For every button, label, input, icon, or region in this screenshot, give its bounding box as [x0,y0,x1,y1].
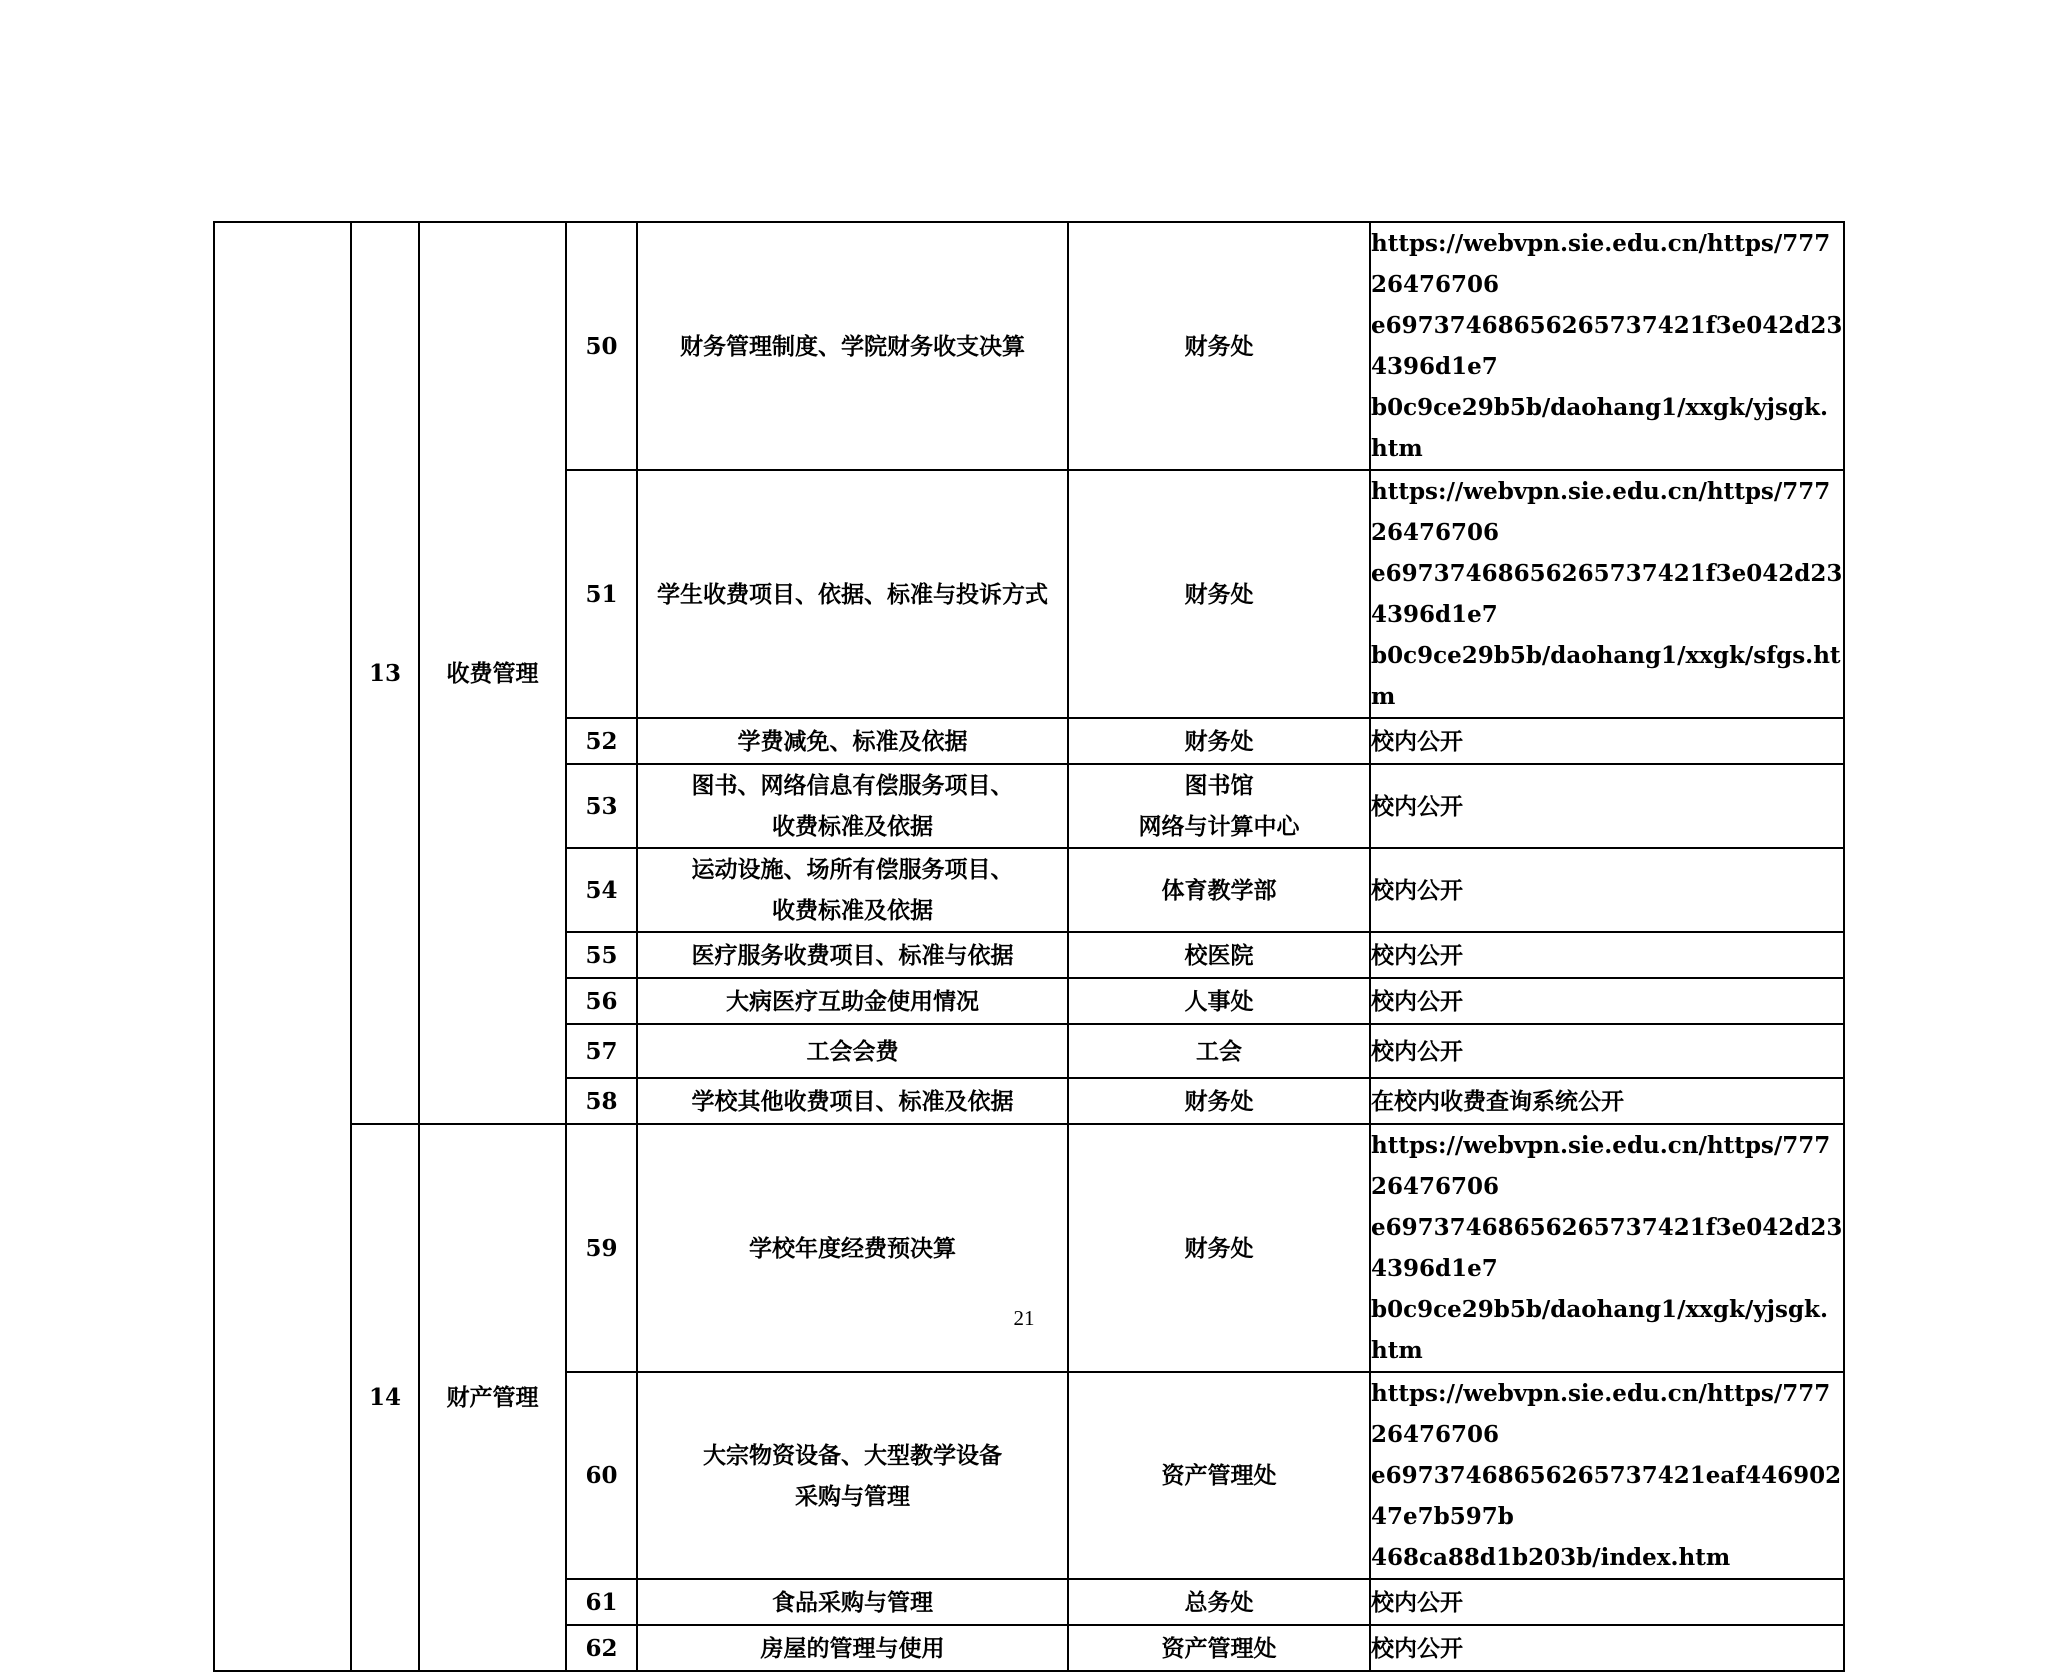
item-title-line: 财务管理制度、学院财务收支决算 [680,332,1025,360]
department-line: 财务处 [1184,727,1254,755]
item-title-line: 收费标准及依据 [772,897,933,924]
disclosure-method [1370,764,1844,848]
responsible-department [1068,1124,1370,1372]
disclosure-method [1370,718,1844,764]
item-title-line: 医疗服务收费项目、标准与依据 [691,941,1014,969]
item-number: 59 [566,1124,637,1372]
item-title [637,1124,1068,1372]
disclosure-method [1370,1078,1844,1124]
department-line: 财务处 [1184,332,1254,360]
item-title-line: 食品采购与管理 [772,1588,933,1616]
responsible-department [1068,1625,1370,1671]
responsible-department [1068,848,1370,932]
disclosure-method [1370,1625,1844,1671]
department-line: 资产管理处 [1161,1634,1277,1662]
url-line: b0c9ce29b5b/daohang1/xxgk/sfgs.htm [1371,642,1841,710]
item-title-line: 图书、网络信息有偿服务项目、 [691,772,1014,799]
responsible-department [1068,470,1370,718]
item-number: 61 [566,1579,637,1625]
group-index: 13 [351,222,419,1124]
responsible-department [1068,932,1370,978]
item-number: 52 [566,718,637,764]
method-line: 校内公开 [1371,1634,1463,1662]
item-title-line: 大宗物资设备、大型教学设备 [703,1441,1002,1469]
method-line: 校内公开 [1371,1037,1463,1065]
department-line: 网络与计算中心 [1138,813,1300,840]
url-line: https://webvpn.sie.edu.cn/https/77726476706 [1371,1380,1831,1448]
url-line: b0c9ce29b5b/daohang1/xxgk/yjsgk.htm [1371,394,1828,462]
item-title [637,932,1068,978]
group-category: 收费管理 [419,222,566,1124]
blank-column-cell [214,222,351,1671]
group-index: 14 [351,1124,419,1671]
table-row [214,1124,1844,1372]
page-number: 21 [1013,1306,1035,1330]
item-number: 55 [566,932,637,978]
method-line: 校内公开 [1371,792,1463,820]
item-title-line: 学校其他收费项目、标准及依据 [691,1087,1014,1115]
department-line: 财务处 [1184,1234,1254,1262]
item-title-line: 工会会费 [806,1037,899,1065]
department-line: 人事处 [1184,987,1254,1015]
department-line: 总务处 [1184,1588,1254,1616]
item-title [637,1625,1068,1671]
disclosure-method [1370,848,1844,932]
item-title-line: 运动设施、场所有偿服务项目、 [691,856,1014,883]
responsible-department [1068,1579,1370,1625]
disclosure-url[interactable] [1370,222,1844,470]
method-line: 在校内收费查询系统公开 [1371,1087,1624,1115]
disclosure-url[interactable] [1370,1124,1844,1372]
table-row [214,222,1844,470]
item-title [637,470,1068,718]
item-title [637,848,1068,932]
responsible-department [1068,978,1370,1024]
item-number: 51 [566,470,637,718]
item-title-line: 学费减免、标准及依据 [737,727,968,755]
url-line: b0c9ce29b5b/daohang1/xxgk/yjsgk.htm [1371,1296,1828,1364]
method-line: 校内公开 [1371,1588,1463,1616]
item-title-line: 采购与管理 [795,1482,910,1510]
disclosure-method [1370,1579,1844,1625]
disclosure-method [1370,1024,1844,1078]
item-title [637,222,1068,470]
url-line: e69737468656265737421f3e042d234396d1e7 [1371,1214,1843,1282]
responsible-department [1068,764,1370,848]
url-line: e69737468656265737421f3e042d234396d1e7 [1371,560,1843,628]
responsible-department [1068,1372,1370,1579]
item-title [637,1078,1068,1124]
department-line: 图书馆 [1184,772,1254,799]
method-line: 校内公开 [1371,987,1463,1015]
url-line: https://webvpn.sie.edu.cn/https/77726476706 [1371,230,1831,298]
item-title-line: 收费标准及依据 [772,813,933,840]
item-title-line: 大病医疗互助金使用情况 [726,987,979,1015]
item-title [637,978,1068,1024]
responsible-department [1068,1024,1370,1078]
item-number: 60 [566,1372,637,1579]
item-number: 58 [566,1078,637,1124]
url-line: e69737468656265737421f3e042d234396d1e7 [1371,312,1843,380]
item-title-line: 学生收费项目、依据、标准与投诉方式 [657,580,1048,608]
disclosure-method [1370,932,1844,978]
department-line: 资产管理处 [1161,1462,1277,1489]
item-number: 54 [566,848,637,932]
method-line: 校内公开 [1371,727,1463,755]
department-line: 校医院 [1184,941,1254,969]
responsible-department [1068,718,1370,764]
disclosure-url[interactable] [1370,1372,1844,1579]
url-line: https://webvpn.sie.edu.cn/https/77726476706 [1371,1132,1831,1200]
group-category: 财产管理 [419,1124,566,1671]
department-line: 工会 [1196,1037,1242,1065]
method-line: 校内公开 [1371,941,1463,969]
item-title-line: 房屋的管理与使用 [760,1634,945,1662]
responsible-department [1068,222,1370,470]
item-title [637,1024,1068,1078]
department-line: 财务处 [1184,1087,1254,1115]
responsible-department [1068,1078,1370,1124]
item-title [637,718,1068,764]
item-number: 56 [566,978,637,1024]
item-title-line: 学校年度经费预决算 [749,1234,956,1262]
item-number: 62 [566,1625,637,1671]
disclosure-url[interactable] [1370,470,1844,718]
disclosure-table [213,221,1845,1672]
disclosure-method [1370,978,1844,1024]
url-line: e69737468656265737421eaf44690247e7b597b [1371,1462,1842,1530]
url-line: https://webvpn.sie.edu.cn/https/77726476706 [1371,478,1831,546]
item-number: 53 [566,764,637,848]
department-line: 体育教学部 [1161,876,1277,904]
method-line: 校内公开 [1371,876,1463,904]
item-title [637,1372,1068,1579]
url-line: 468ca88d1b203b/index.htm [1371,1544,1731,1571]
item-title [637,1579,1068,1625]
department-line: 财务处 [1184,580,1254,608]
item-number: 57 [566,1024,637,1078]
item-title [637,764,1068,848]
item-number: 50 [566,222,637,470]
